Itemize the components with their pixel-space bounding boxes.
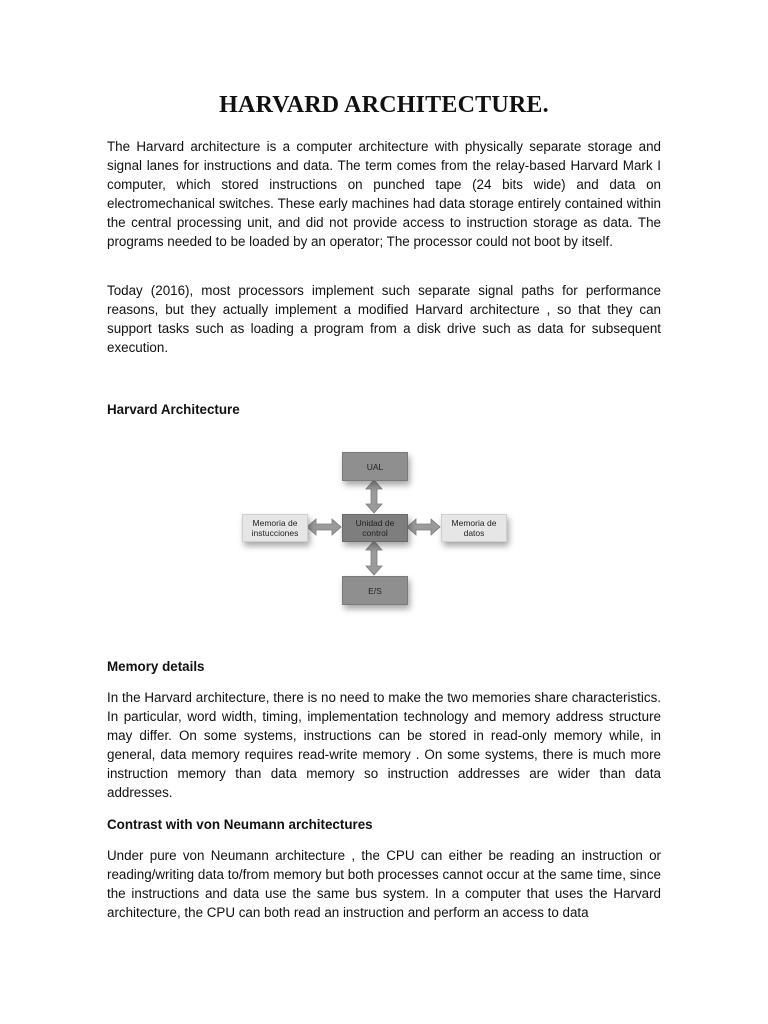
document-title: HARVARD ARCHITECTURE. — [219, 92, 549, 118]
instruction-memory-label: Memoria de instucciones — [251, 518, 299, 538]
memory-details-heading: Memory details — [107, 659, 205, 674]
ual-label: UAL — [366, 461, 384, 472]
intro-paragraph: The Harvard architecture is a computer architecture with physically separate storage and signal lanes for instructions and data. The term comes from the relay-based Harvard Mark I computer, which stored instructions on punched tape (24 bits wide) and data on electromechanical switches. These early machines had data storage entirely contained within the central processing unit, and did not provide access to instruction storage as data. The programs needed to be loaded by an operator; The processor could not boot by itself. — [107, 139, 661, 249]
data-memory-label: Memoria de datos — [451, 518, 497, 538]
arrow-control-es — [366, 541, 382, 575]
es-box — [342, 576, 408, 605]
harvard-architecture-heading: Harvard Architecture — [107, 402, 240, 417]
memory-details-paragraph: In the Harvard architecture, there is no need to make the two memories share characteristics. In particular, word width, timing, implementation technology and memory address structure may differ. On some systems, instructions can be stored in read-only memory while, in general, data memory requires read-write memory . On some systems, there is much more instruction memory than data memory so instruction addresses are wider than data addresses. — [107, 690, 661, 800]
data-memory-box — [441, 514, 507, 542]
arrow-control-instruction-memory — [307, 519, 341, 535]
arrow-control-data-memory — [407, 519, 440, 535]
ual-box — [342, 452, 408, 481]
control-unit-box — [342, 514, 408, 542]
arrow-control-ual — [366, 480, 382, 513]
harvard-architecture-diagram — [237, 440, 537, 640]
modern-processors-paragraph: Today (2016), most processors implement such separate signal paths for performance reasons, but they actually implement a modified Harvard architecture , so that they can support tasks such as loading a program from a disk drive such as data for subsequent execution. — [107, 283, 661, 355]
instruction-memory-box — [242, 514, 308, 542]
von-neumann-contrast-paragraph: Under pure von Neumann architecture , the CPU can either be reading an instruction or reading/writing data to/from memory but both processes cannot occur at the same time, since the instructions and data use the same bus system. In a computer that uses the Harvard architecture, the CPU can both read an instruction and perform an access to data — [107, 848, 661, 920]
es-label: E/S — [368, 585, 382, 596]
control-unit-label: Unidad de control — [355, 518, 395, 538]
von-neumann-contrast-heading: Contrast with von Neumann architectures — [107, 817, 373, 832]
